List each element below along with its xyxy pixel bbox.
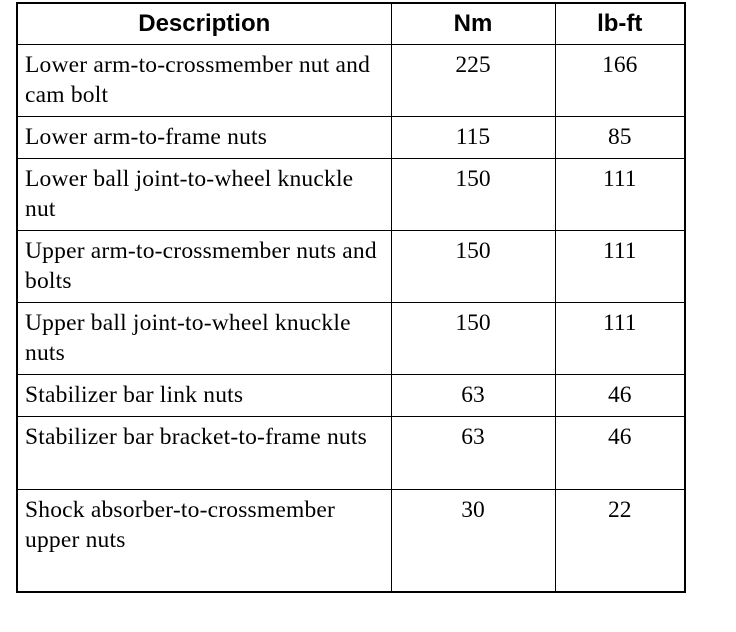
row-nm-value: 225	[391, 45, 555, 117]
table-row	[17, 375, 685, 417]
table-row	[17, 117, 685, 159]
row-nm-value: 30	[391, 490, 555, 593]
torque-spec-table	[16, 2, 686, 593]
row-nm-value: 150	[391, 303, 555, 375]
row-lbft-value: 46	[555, 417, 685, 490]
row-lbft-value: 111	[555, 303, 685, 375]
table-row	[17, 490, 685, 593]
row-lbft-value: 46	[555, 375, 685, 417]
row-description: Lower arm-to-crossmember nut and cam bolt	[17, 45, 391, 117]
row-description: Shock absorber-to-crossmember upper nuts	[17, 490, 391, 593]
row-nm-value: 150	[391, 159, 555, 231]
row-lbft-value: 166	[555, 45, 685, 117]
header-nm: Nm	[391, 3, 555, 45]
row-nm-value: 150	[391, 231, 555, 303]
table-row	[17, 231, 685, 303]
header-lbft: lb-ft	[555, 3, 685, 45]
row-description: Lower arm-to-frame nuts	[17, 117, 391, 159]
row-lbft-value: 22	[555, 490, 685, 593]
row-lbft-value: 111	[555, 231, 685, 303]
table-row	[17, 45, 685, 117]
row-description: Stabilizer bar bracket-to-frame nuts	[17, 417, 391, 490]
header-description: Description	[17, 3, 391, 45]
table-row	[17, 417, 685, 490]
row-description: Upper ball joint-to-wheel knuckle nuts	[17, 303, 391, 375]
row-description: Upper arm-to-crossmember nuts and bolts	[17, 231, 391, 303]
row-nm-value: 115	[391, 117, 555, 159]
row-nm-value: 63	[391, 417, 555, 490]
row-lbft-value: 85	[555, 117, 685, 159]
row-description: Stabilizer bar link nuts	[17, 375, 391, 417]
row-description: Lower ball joint-to-wheel knuckle nut	[17, 159, 391, 231]
table-row	[17, 303, 685, 375]
header-row	[17, 3, 685, 45]
table-row	[17, 159, 685, 231]
row-lbft-value: 111	[555, 159, 685, 231]
row-nm-value: 63	[391, 375, 555, 417]
